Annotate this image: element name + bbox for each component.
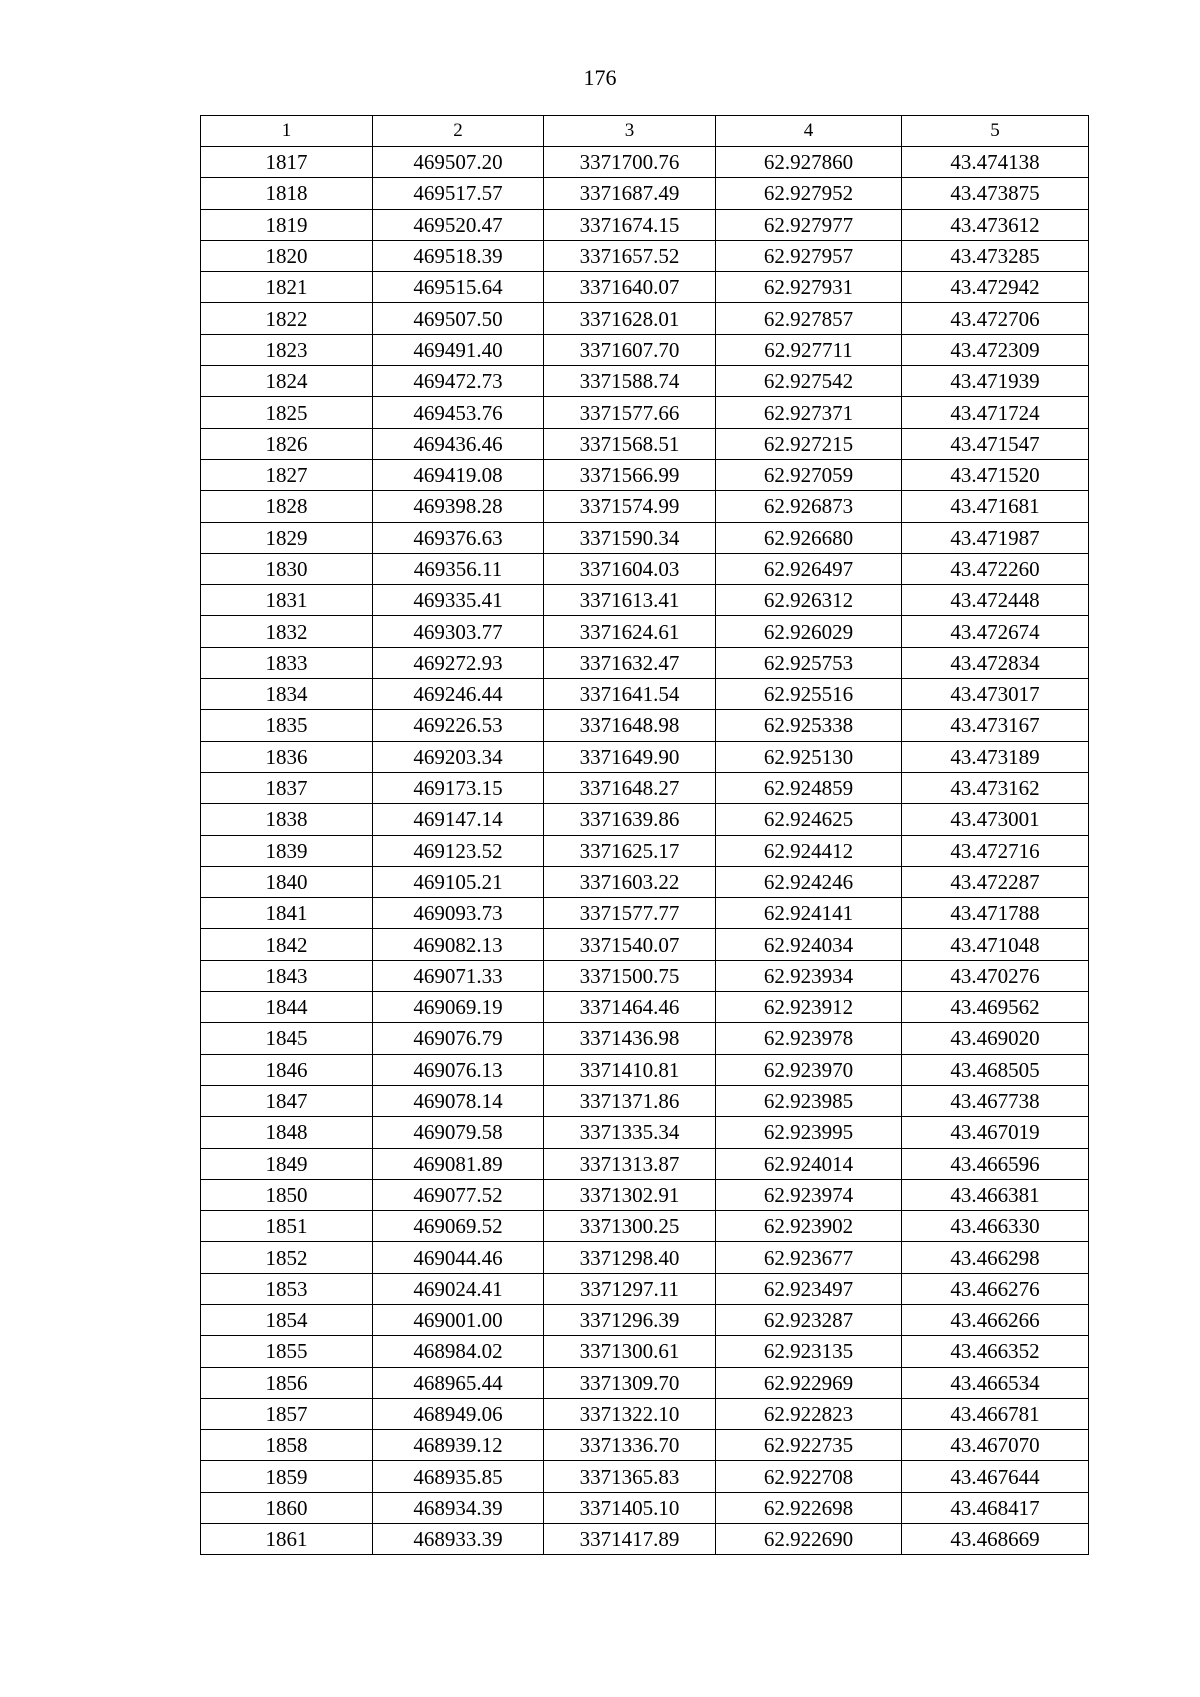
table-cell: 1860 <box>201 1492 373 1523</box>
table-cell: 468984.02 <box>373 1336 544 1367</box>
table-cell: 469517.57 <box>373 178 544 209</box>
table-cell: 469419.08 <box>373 459 544 490</box>
table-cell: 3371410.81 <box>544 1054 716 1085</box>
column-header: 2 <box>373 116 544 147</box>
table-cell: 43.473167 <box>902 710 1089 741</box>
table-cell: 469147.14 <box>373 804 544 835</box>
table-row <box>201 366 1089 397</box>
table-cell: 62.923287 <box>716 1304 902 1335</box>
table-cell: 62.927059 <box>716 459 902 490</box>
table-cell: 43.466266 <box>902 1304 1089 1335</box>
column-header: 1 <box>201 116 373 147</box>
table-row <box>201 303 1089 334</box>
table-cell: 469335.41 <box>373 585 544 616</box>
table-cell: 43.468417 <box>902 1492 1089 1523</box>
table-cell: 1839 <box>201 835 373 866</box>
table-cell: 468939.12 <box>373 1430 544 1461</box>
column-header: 4 <box>716 116 902 147</box>
table-cell: 62.927215 <box>716 428 902 459</box>
table-cell: 3371648.27 <box>544 772 716 803</box>
table-row <box>201 1461 1089 1492</box>
table-cell: 43.466352 <box>902 1336 1089 1367</box>
table-cell: 469507.50 <box>373 303 544 334</box>
table-cell: 1824 <box>201 366 373 397</box>
table-cell: 469356.11 <box>373 553 544 584</box>
table-cell: 43.468505 <box>902 1054 1089 1085</box>
table-cell: 1843 <box>201 960 373 991</box>
table-cell: 469078.14 <box>373 1085 544 1116</box>
table-cell: 3371566.99 <box>544 459 716 490</box>
table-cell: 43.466534 <box>902 1367 1089 1398</box>
table-cell: 3371313.87 <box>544 1148 716 1179</box>
table-cell: 1836 <box>201 741 373 772</box>
table-cell: 3371335.34 <box>544 1117 716 1148</box>
table-cell: 62.923902 <box>716 1211 902 1242</box>
table-cell: 468965.44 <box>373 1367 544 1398</box>
table-cell: 43.467070 <box>902 1430 1089 1461</box>
table-cell: 3371604.03 <box>544 553 716 584</box>
table-cell: 1826 <box>201 428 373 459</box>
table-cell: 469173.15 <box>373 772 544 803</box>
table-cell: 62.923974 <box>716 1179 902 1210</box>
table-cell: 43.473875 <box>902 178 1089 209</box>
table-cell: 43.467644 <box>902 1461 1089 1492</box>
table-cell: 469272.93 <box>373 647 544 678</box>
table-cell: 43.471681 <box>902 491 1089 522</box>
table-cell: 43.470276 <box>902 960 1089 991</box>
table-row <box>201 1085 1089 1116</box>
table-cell: 62.924625 <box>716 804 902 835</box>
table-row <box>201 710 1089 741</box>
table-cell: 3371603.22 <box>544 866 716 897</box>
table-cell: 3371628.01 <box>544 303 716 334</box>
table-cell: 43.473612 <box>902 209 1089 240</box>
table-cell: 469077.52 <box>373 1179 544 1210</box>
table-cell: 43.469020 <box>902 1023 1089 1054</box>
table-row <box>201 240 1089 271</box>
table-cell: 3371657.52 <box>544 240 716 271</box>
table-cell: 43.471724 <box>902 397 1089 428</box>
table-row <box>201 209 1089 240</box>
table-cell: 469520.47 <box>373 209 544 240</box>
table-cell: 469491.40 <box>373 334 544 365</box>
table-row <box>201 1179 1089 1210</box>
table-row <box>201 992 1089 1023</box>
table-cell: 469069.19 <box>373 992 544 1023</box>
table-row <box>201 1273 1089 1304</box>
table-row <box>201 772 1089 803</box>
table-cell: 43.472942 <box>902 272 1089 303</box>
table-cell: 43.472716 <box>902 835 1089 866</box>
table-cell: 1846 <box>201 1054 373 1085</box>
table-cell: 3371625.17 <box>544 835 716 866</box>
table-cell: 1849 <box>201 1148 373 1179</box>
table-cell: 3371300.25 <box>544 1211 716 1242</box>
table-cell: 62.926312 <box>716 585 902 616</box>
table-row <box>201 1211 1089 1242</box>
table-cell: 62.926497 <box>716 553 902 584</box>
table-cell: 469082.13 <box>373 929 544 960</box>
table-cell: 62.922708 <box>716 1461 902 1492</box>
table-cell: 62.926029 <box>716 616 902 647</box>
table-cell: 43.466781 <box>902 1398 1089 1429</box>
table-cell: 1825 <box>201 397 373 428</box>
table-cell: 3371500.75 <box>544 960 716 991</box>
table-cell: 1828 <box>201 491 373 522</box>
table-cell: 3371365.83 <box>544 1461 716 1492</box>
table-cell: 43.467019 <box>902 1117 1089 1148</box>
table-cell: 62.924859 <box>716 772 902 803</box>
table-cell: 62.922735 <box>716 1430 902 1461</box>
table-cell: 3371632.47 <box>544 647 716 678</box>
table-cell: 468949.06 <box>373 1398 544 1429</box>
table-cell: 468935.85 <box>373 1461 544 1492</box>
table-cell: 43.473162 <box>902 772 1089 803</box>
table-cell: 43.473189 <box>902 741 1089 772</box>
table-cell: 43.472309 <box>902 334 1089 365</box>
table-row <box>201 428 1089 459</box>
table-cell: 469246.44 <box>373 679 544 710</box>
table-row <box>201 929 1089 960</box>
table-cell: 43.472448 <box>902 585 1089 616</box>
table-cell: 1834 <box>201 679 373 710</box>
table-cell: 43.467738 <box>902 1085 1089 1116</box>
table-cell: 469105.21 <box>373 866 544 897</box>
table-cell: 1823 <box>201 334 373 365</box>
table-cell: 43.473001 <box>902 804 1089 835</box>
table-row <box>201 585 1089 616</box>
table-cell: 469515.64 <box>373 272 544 303</box>
table-cell: 3371639.86 <box>544 804 716 835</box>
column-header: 5 <box>902 116 1089 147</box>
table-cell: 469076.79 <box>373 1023 544 1054</box>
table-cell: 62.926680 <box>716 522 902 553</box>
page-number: 176 <box>583 65 617 90</box>
table-cell: 469069.52 <box>373 1211 544 1242</box>
table-cell: 1841 <box>201 898 373 929</box>
table-cell: 469453.76 <box>373 397 544 428</box>
table-row <box>201 1367 1089 1398</box>
table-cell: 469472.73 <box>373 366 544 397</box>
table-cell: 3371649.90 <box>544 741 716 772</box>
table-cell: 1840 <box>201 866 373 897</box>
table-row <box>201 898 1089 929</box>
table-cell: 3371300.61 <box>544 1336 716 1367</box>
table-cell: 62.923985 <box>716 1085 902 1116</box>
table-cell: 62.925338 <box>716 710 902 741</box>
table-cell: 3371674.15 <box>544 209 716 240</box>
table-cell: 1861 <box>201 1524 373 1555</box>
table-cell: 43.472674 <box>902 616 1089 647</box>
table-cell: 62.924141 <box>716 898 902 929</box>
table-cell: 62.923912 <box>716 992 902 1023</box>
table-cell: 43.471048 <box>902 929 1089 960</box>
table-cell: 469093.73 <box>373 898 544 929</box>
table-cell: 3371540.07 <box>544 929 716 960</box>
table-cell: 43.472834 <box>902 647 1089 678</box>
table-cell: 1856 <box>201 1367 373 1398</box>
table-row <box>201 1148 1089 1179</box>
table-cell: 469436.46 <box>373 428 544 459</box>
table-cell: 1848 <box>201 1117 373 1148</box>
table-cell: 43.473285 <box>902 240 1089 271</box>
table-cell: 469123.52 <box>373 835 544 866</box>
table-cell: 1857 <box>201 1398 373 1429</box>
table-row <box>201 1023 1089 1054</box>
table-cell: 3371302.91 <box>544 1179 716 1210</box>
table-cell: 469071.33 <box>373 960 544 991</box>
table-cell: 3371336.70 <box>544 1430 716 1461</box>
table-cell: 62.923497 <box>716 1273 902 1304</box>
table-cell: 43.471520 <box>902 459 1089 490</box>
table-cell: 469518.39 <box>373 240 544 271</box>
table-cell: 468933.39 <box>373 1524 544 1555</box>
table-cell: 1854 <box>201 1304 373 1335</box>
table-cell: 1822 <box>201 303 373 334</box>
table-row <box>201 1398 1089 1429</box>
table-cell: 1853 <box>201 1273 373 1304</box>
table-cell: 3371464.46 <box>544 992 716 1023</box>
table-row <box>201 553 1089 584</box>
table-cell: 3371298.40 <box>544 1242 716 1273</box>
table-cell: 3371648.98 <box>544 710 716 741</box>
table-cell: 1830 <box>201 553 373 584</box>
table-cell: 62.923995 <box>716 1117 902 1148</box>
table-cell: 62.922969 <box>716 1367 902 1398</box>
table-cell: 469081.89 <box>373 1148 544 1179</box>
coordinates-table <box>200 115 1089 1555</box>
table-cell: 3371577.77 <box>544 898 716 929</box>
table-cell: 62.927371 <box>716 397 902 428</box>
table-cell: 62.923934 <box>716 960 902 991</box>
column-header: 3 <box>544 116 716 147</box>
table-cell: 3371607.70 <box>544 334 716 365</box>
table-cell: 3371309.70 <box>544 1367 716 1398</box>
table-cell: 62.927952 <box>716 178 902 209</box>
table-cell: 3371640.07 <box>544 272 716 303</box>
table-cell: 3371590.34 <box>544 522 716 553</box>
table-row <box>201 1492 1089 1523</box>
table-row <box>201 960 1089 991</box>
table-row <box>201 866 1089 897</box>
table-row <box>201 1304 1089 1335</box>
table-cell: 43.472260 <box>902 553 1089 584</box>
table-cell: 1832 <box>201 616 373 647</box>
table-cell: 1851 <box>201 1211 373 1242</box>
table-cell: 1858 <box>201 1430 373 1461</box>
table-cell: 62.922690 <box>716 1524 902 1555</box>
table-cell: 1835 <box>201 710 373 741</box>
table-cell: 469001.00 <box>373 1304 544 1335</box>
table-cell: 1847 <box>201 1085 373 1116</box>
table-cell: 3371687.49 <box>544 178 716 209</box>
table-cell: 62.926873 <box>716 491 902 522</box>
table-row <box>201 147 1089 178</box>
table-cell: 1844 <box>201 992 373 1023</box>
table-cell: 62.923677 <box>716 1242 902 1273</box>
table-row <box>201 741 1089 772</box>
table-cell: 62.925130 <box>716 741 902 772</box>
table-row <box>201 334 1089 365</box>
table-row <box>201 679 1089 710</box>
table-cell: 62.923978 <box>716 1023 902 1054</box>
table-cell: 469398.28 <box>373 491 544 522</box>
table-cell: 43.466381 <box>902 1179 1089 1210</box>
table-cell: 3371405.10 <box>544 1492 716 1523</box>
table-row <box>201 1430 1089 1461</box>
table-row <box>201 1117 1089 1148</box>
table-cell: 43.466330 <box>902 1211 1089 1242</box>
table-cell: 1842 <box>201 929 373 960</box>
table-cell: 3371371.86 <box>544 1085 716 1116</box>
table-cell: 62.924412 <box>716 835 902 866</box>
table-cell: 3371296.39 <box>544 1304 716 1335</box>
table-cell: 469376.63 <box>373 522 544 553</box>
table-row <box>201 1336 1089 1367</box>
table-cell: 43.472287 <box>902 866 1089 897</box>
table-cell: 1855 <box>201 1336 373 1367</box>
table-cell: 43.466298 <box>902 1242 1089 1273</box>
table-cell: 3371436.98 <box>544 1023 716 1054</box>
table-row <box>201 1524 1089 1555</box>
table-row <box>201 1242 1089 1273</box>
table-cell: 1818 <box>201 178 373 209</box>
table-cell: 469044.46 <box>373 1242 544 1273</box>
table-cell: 469024.41 <box>373 1273 544 1304</box>
header-row <box>201 116 1089 147</box>
table-cell: 469226.53 <box>373 710 544 741</box>
table-cell: 1820 <box>201 240 373 271</box>
table-cell: 43.469562 <box>902 992 1089 1023</box>
table-cell: 3371322.10 <box>544 1398 716 1429</box>
table-cell: 3371613.41 <box>544 585 716 616</box>
table-cell: 62.922698 <box>716 1492 902 1523</box>
table-cell: 62.922823 <box>716 1398 902 1429</box>
table-row <box>201 835 1089 866</box>
table-cell: 43.471939 <box>902 366 1089 397</box>
table-cell: 1831 <box>201 585 373 616</box>
table-header <box>201 116 1089 147</box>
table-cell: 469303.77 <box>373 616 544 647</box>
table-cell: 43.468669 <box>902 1524 1089 1555</box>
table-cell: 43.471788 <box>902 898 1089 929</box>
table-cell: 1819 <box>201 209 373 240</box>
table-row <box>201 647 1089 678</box>
table-cell: 3371641.54 <box>544 679 716 710</box>
table-cell: 1852 <box>201 1242 373 1273</box>
table-cell: 43.471987 <box>902 522 1089 553</box>
table-cell: 62.923135 <box>716 1336 902 1367</box>
table-cell: 1829 <box>201 522 373 553</box>
table-row <box>201 397 1089 428</box>
table-cell: 43.471547 <box>902 428 1089 459</box>
table-cell: 62.923970 <box>716 1054 902 1085</box>
table-cell: 43.473017 <box>902 679 1089 710</box>
table-row <box>201 804 1089 835</box>
table-cell: 3371568.51 <box>544 428 716 459</box>
table-cell: 62.927977 <box>716 209 902 240</box>
table-cell: 62.924034 <box>716 929 902 960</box>
table-cell: 62.927860 <box>716 147 902 178</box>
table-cell: 62.927711 <box>716 334 902 365</box>
table-cell: 1845 <box>201 1023 373 1054</box>
table-row <box>201 1054 1089 1085</box>
table-cell: 43.474138 <box>902 147 1089 178</box>
table-body <box>201 147 1089 1555</box>
table-cell: 3371588.74 <box>544 366 716 397</box>
table-cell: 62.927857 <box>716 303 902 334</box>
table-cell: 469203.34 <box>373 741 544 772</box>
table-cell: 3371577.66 <box>544 397 716 428</box>
table-cell: 1837 <box>201 772 373 803</box>
table-row <box>201 459 1089 490</box>
table-cell: 3371574.99 <box>544 491 716 522</box>
table-cell: 468934.39 <box>373 1492 544 1523</box>
table-cell: 62.927931 <box>716 272 902 303</box>
table-cell: 1833 <box>201 647 373 678</box>
table-cell: 1850 <box>201 1179 373 1210</box>
table-cell: 469507.20 <box>373 147 544 178</box>
table-cell: 1838 <box>201 804 373 835</box>
table-row <box>201 616 1089 647</box>
table-cell: 3371417.89 <box>544 1524 716 1555</box>
table-cell: 62.927957 <box>716 240 902 271</box>
table-cell: 3371624.61 <box>544 616 716 647</box>
table-cell: 62.927542 <box>716 366 902 397</box>
table-cell: 3371297.11 <box>544 1273 716 1304</box>
table-cell: 43.466276 <box>902 1273 1089 1304</box>
table-row <box>201 272 1089 303</box>
table-cell: 62.924014 <box>716 1148 902 1179</box>
table-row <box>201 178 1089 209</box>
table-cell: 43.472706 <box>902 303 1089 334</box>
table-cell: 43.466596 <box>902 1148 1089 1179</box>
table-cell: 62.924246 <box>716 866 902 897</box>
table-cell: 62.925753 <box>716 647 902 678</box>
table-cell: 1817 <box>201 147 373 178</box>
table-cell: 469079.58 <box>373 1117 544 1148</box>
table-row <box>201 522 1089 553</box>
table-cell: 1821 <box>201 272 373 303</box>
table-cell: 1827 <box>201 459 373 490</box>
table-cell: 1859 <box>201 1461 373 1492</box>
table-cell: 62.925516 <box>716 679 902 710</box>
table-cell: 3371700.76 <box>544 147 716 178</box>
table-row <box>201 491 1089 522</box>
table-cell: 469076.13 <box>373 1054 544 1085</box>
